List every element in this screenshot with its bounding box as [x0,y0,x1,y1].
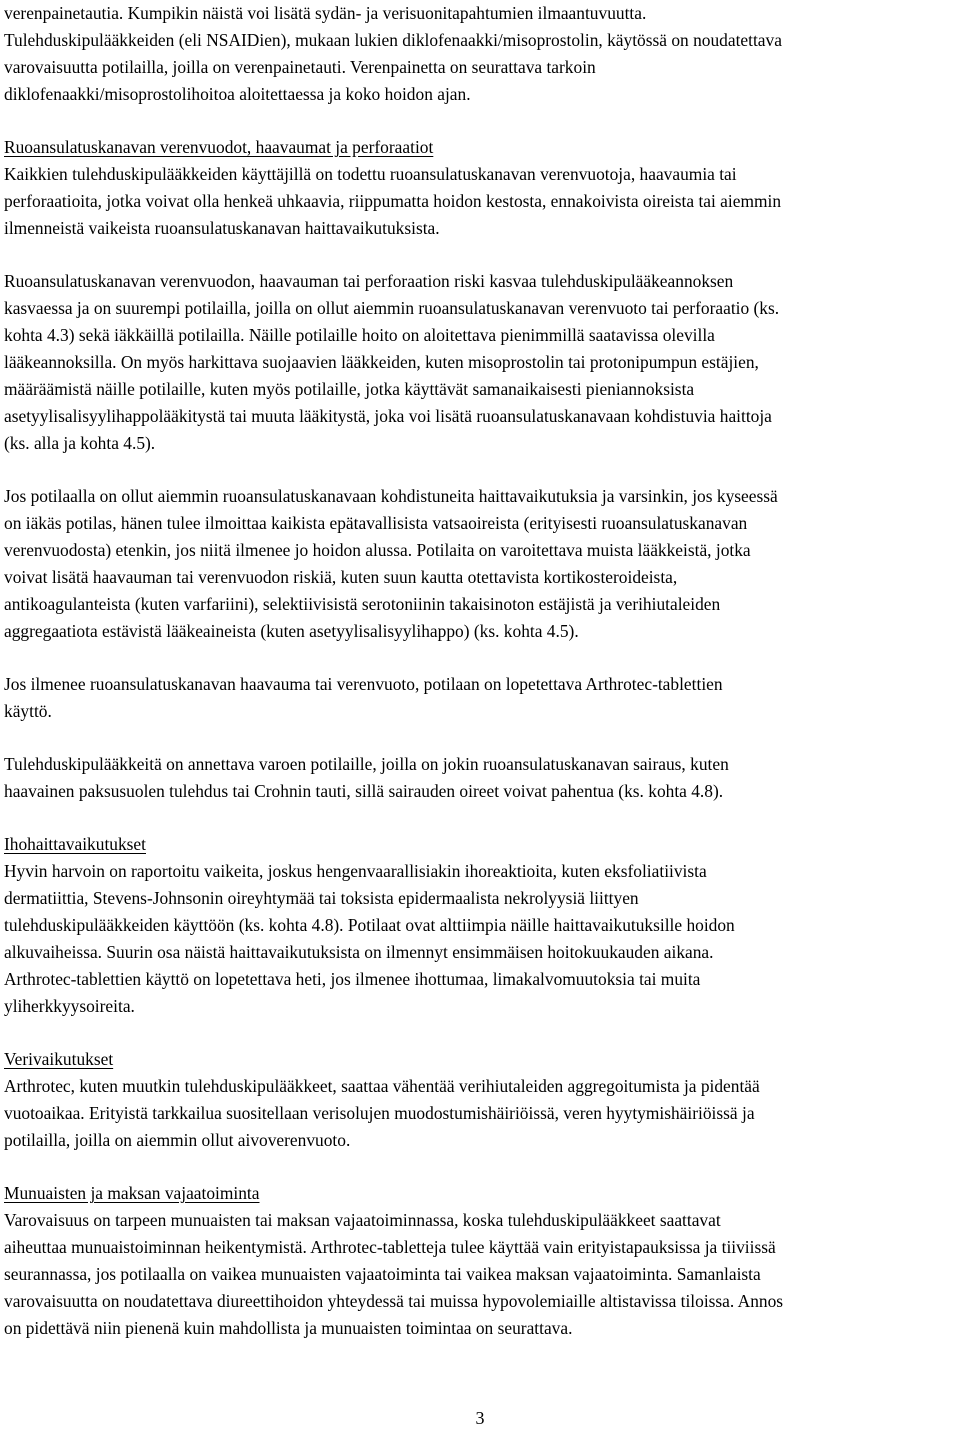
paragraph-gap [4,242,956,268]
text-line: Arthrotec, kuten muutkin tulehduskipulääkkeet, saattaa vähentää verihiutaleiden aggregoitumista ja pidentää [4,1076,760,1096]
text-line: alkuvaiheissa. Suurin osa näistä haittavaikutuksista on ilmennyt ensimmäisen hoitokuukauden aikana. [4,942,714,962]
section-blood [4,1046,956,1154]
paragraph-gap [4,1154,956,1180]
paragraph-gap [4,805,956,831]
section-heading-renal-hepatic: Munuaisten ja maksan vajaatoiminta [4,1183,260,1203]
paragraph-gap [4,725,956,751]
text-line: Kaikkien tulehduskipulääkkeiden käyttäjillä on todettu ruoansulatuskanavan verenvuotoja, haavaumia tai [4,164,737,184]
text-line: käyttö. [4,701,52,721]
paragraph-gap [4,1020,956,1046]
paragraph-gi-risk [4,268,956,457]
text-line: Jos potilaalla on ollut aiemmin ruoansulatuskanavaan kohdistuneita haittavaikutuksia ja varsinkin, jos kyseessä [4,486,778,506]
text-line: yliherkkyysoireita. [4,996,135,1016]
paragraph-hypertension [4,0,956,108]
paragraph-gap [4,645,956,671]
text-line: ilmenneistä vaikeista ruoansulatuskanavan haittavaikutuksista. [4,218,440,238]
paragraph-ibd [4,751,956,805]
text-line: seurannassa, jos potilaalla on vaikea munuaisten vajaatoiminta tai vaikea maksan vajaatoiminta. Samanlaista [4,1264,761,1284]
text-line: määräämistä näille potilaille, kuten myös potilaille, jotka käyttävät samanaikaisesti pieniannoksista [4,379,695,399]
text-line: dermatiittia, Stevens-Johnsonin oireyhtymää tai toksista epidermaalista nekrolyysiä liittyen [4,888,639,908]
text-line: Jos ilmenee ruoansulatuskanavan haavauma tai verenvuoto, potilaan on lopetettava Arthrotec-tablettien [4,674,723,694]
text-line: verenvuodosta) etenkin, jos niitä ilmenee jo hoidon alussa. Potilaita on varoitettava muista lääkkeistä, jotka [4,540,751,560]
text-line: Hyvin harvoin on raportoitu vaikeita, joskus hengenvaarallisiakin ihoreaktioita, kuten eksfoliatiivista [4,861,707,881]
text-line: potilailla, joilla on aiemmin ollut aivoverenvuoto. [4,1130,351,1150]
section-heading-gi-bleeding: Ruoansulatuskanavan verenvuodot, haavaumat ja perforaatiot [4,137,434,157]
text-line: kohta 4.3) sekä iäkkäillä potilailla. Näille potilaille hoito on aloitettava pienimmillä saatavissa olevilla [4,325,715,345]
text-line: aiheuttaa munuaistoiminnan heikentymistä. Arthrotec-tabletteja tulee käyttää vain erityistapauksissa ja tiiviissä [4,1237,776,1257]
paragraph-gap [4,108,956,134]
text-line: Varovaisuus on tarpeen munuaisten tai maksan vajaatoiminnassa, koska tulehduskipulääkkeet saattavat [4,1210,721,1230]
text-line: (ks. alla ja kohta 4.5). [4,433,156,453]
text-line: varovaisuutta on noudatettava diureettihoidon yhteydessä tai muissa hypovolemiaille altistavissa tiloissa. Annos [4,1291,784,1311]
text-line: tulehduskipulääkkeiden käyttöön (ks. kohta 4.8). Potilaat ovat alttiimpia näille haittavaikutuksille hoidon [4,915,735,935]
section-heading-blood: Verivaikutukset [4,1049,114,1069]
text-line: Arthrotec-tablettien käyttö on lopetettava heti, jos ilmenee ihottumaa, limakalvomuutoksia tai muita [4,969,701,989]
text-line: diklofenaakki/misoprostolihoitoa aloitettaessa ja koko hoidon ajan. [4,84,471,104]
text-line: on pidettävä niin pienenä kuin mahdollista ja munuaisten toimintaa on seurattava. [4,1318,573,1338]
text-line: asetyylisalisyylihappolääkitystä tai muuta lääkitystä, joka voi lisätä ruoansulatuskanavaan kohdistuvia haittoja [4,406,772,426]
text-line: kasvaessa ja on suurempi potilailla, joilla on ollut aiemmin ruoansulatuskanavan verenvuoto tai perforaatio (ks. [4,298,780,318]
text-line: haavainen paksusuolen tulehdus tai Crohnin tauti, sillä sairauden oireet voivat pahentua (ks. kohta 4.8). [4,781,724,801]
text-line: perforaatioita, jotka voivat olla henkeä uhkaavia, riippumatta hoidon kestosta, ennakoivista oireista tai aiemmin [4,191,782,211]
page-number: 3 [475,1408,485,1428]
text-line: verenpainetautia. Kumpikin näistä voi lisätä sydän- ja verisuonitapahtumien ilmaantuvuutta. [4,3,647,23]
text-line: voivat lisätä haavauman tai verenvuodon riskiä, kuten suun kautta otettavista kortikosteroideista, [4,567,678,587]
section-heading-skin: Ihohaittavaikutukset [4,834,146,854]
text-line: Ruoansulatuskanavan verenvuodon, haavauman tai perforaation riski kasvaa tulehduskipulääkeannoksen [4,271,734,291]
document-page [4,0,956,1342]
text-line: lääkeannoksilla. On myös harkittava suojaavien lääkkeiden, kuten misoprostolin tai protonipumpun estäjien, [4,352,759,372]
section-skin [4,831,956,1020]
section-renal-hepatic [4,1180,956,1342]
text-line: Tulehduskipulääkkeiden (eli NSAIDien), mukaan lukien diklofenaakki/misoprostolin, käytössä on noudatettava [4,30,782,50]
text-line: antikoagulanteista (kuten varfariini), selektiivisistä serotoniinin takaisinoton estäjistä ja verihiutaleiden [4,594,721,614]
text-line: aggregaatiota estävistä lääkeaineista (kuten asetyylisalisyylihappo) (ks. kohta 4.5). [4,621,579,641]
paragraph-gap [4,457,956,483]
section-gi-bleeding [4,134,956,242]
paragraph-stop-treatment [4,671,956,725]
text-line: vuotoaikaa. Erityistä tarkkailua suositellaan verisolujen muodostumishäiriöissä, veren hyytymishäiriöissä ja [4,1103,755,1123]
text-line: on iäkäs potilas, hänen tulee ilmoittaa kaikista epätavallisista vatsaoireista (erityisesti ruoansulatuskanavan [4,513,748,533]
text-line: Tulehduskipulääkkeitä on annettava varoen potilaille, joilla on jokin ruoansulatuskanavan sairaus, kuten [4,754,729,774]
paragraph-gi-history [4,483,956,645]
text-line: varovaisuutta potilailla, joilla on verenpainetauti. Verenpainetta on seurattava tarkoin [4,57,596,77]
